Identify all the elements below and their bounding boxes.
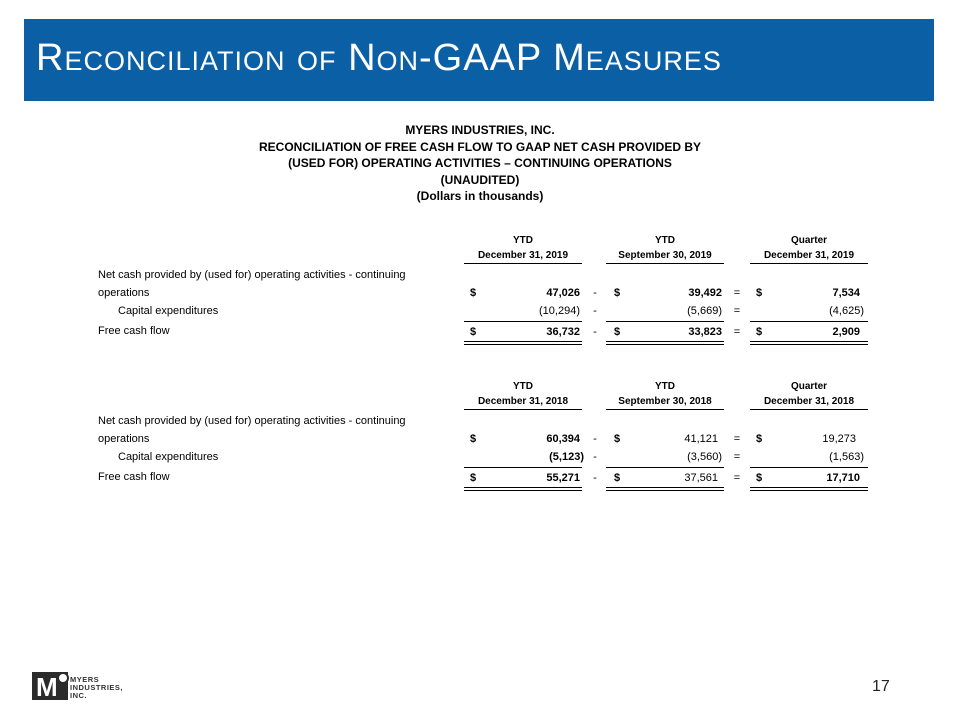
value-cell: 47,026 [546,287,580,299]
total-double-rule [606,487,724,491]
value-cell: 37,561 [684,472,718,484]
subtotal-rule [464,467,582,468]
value-cell: 39,492 [688,287,722,299]
column-header-bottom: December 31, 2018 [464,394,582,410]
dollar-sign: $ [470,472,477,484]
minus-operator: - [593,326,597,338]
value-cell: (10,294) [539,305,580,317]
row-label: operations [98,287,150,299]
dollar-sign: $ [470,287,477,299]
value-cell: 17,710 [826,472,860,484]
column-header-bottom: September 30, 2018 [606,394,724,410]
value-cell: 33,823 [688,326,722,338]
report-title-line-4: (Dollars in thousands) [416,189,544,203]
dollar-sign: $ [470,326,477,338]
column-header [750,233,868,264]
reconciliation-table-2018 [0,379,960,499]
subtotal-rule [750,321,868,322]
column-header-top: Quarter [790,235,828,246]
value-cell: 19,273 [822,433,856,445]
dollar-sign: $ [614,433,621,445]
value-cell: 7,534 [832,287,860,299]
subtotal-rule [606,467,724,468]
equals-operator: = [733,472,741,484]
logo-wordmark [70,676,123,700]
column-header [750,379,868,410]
value-cell: (3,560) [687,451,722,463]
slide-title: Reconciliation of Non-GAAP Measures [36,37,722,79]
column-header-top: Quarter [790,381,828,392]
dollar-sign: $ [756,326,763,338]
value-cell: 60,394 [546,433,580,445]
column-header [606,379,724,410]
subtotal-rule [750,467,868,468]
title-banner [24,19,934,101]
value-cell: (4,625) [829,305,864,317]
column-header-bottom: December 31, 2018 [750,394,868,410]
minus-operator: - [593,433,597,445]
value-cell: 2,909 [832,326,860,338]
minus-operator: - [593,451,597,463]
logo-mark: M [36,672,58,702]
column-header-bottom: December 31, 2019 [464,248,582,264]
value-cell: (5,123) [549,451,584,463]
total-double-rule [750,341,868,345]
dollar-sign: $ [756,433,763,445]
column-header-bottom: September 30, 2019 [606,248,724,264]
dollar-sign: $ [614,287,621,299]
column-header [464,379,582,410]
dollar-sign: $ [614,472,621,484]
subtotal-rule [464,321,582,322]
value-cell: 41,121 [684,433,718,445]
minus-operator: - [593,287,597,299]
total-double-rule [464,487,582,491]
equals-operator: = [733,287,741,299]
total-double-rule [464,341,582,345]
dollar-sign: $ [756,472,763,484]
row-label: Net cash provided by (used for) operating activities - continuing [98,269,406,281]
value-cell: (5,669) [687,305,722,317]
row-label: operations [98,433,150,445]
dollar-sign: $ [614,326,621,338]
report-title-line-1: RECONCILIATION OF FREE CASH FLOW TO GAAP NET CASH PROVIDED BY [258,139,702,154]
row-label: Free cash flow [98,471,170,483]
row-label: Free cash flow [98,325,170,337]
report-heading [180,122,780,205]
column-header-top: YTD [513,235,533,246]
column-header-top: YTD [513,381,533,392]
report-title-line-3: (UNAUDITED) [440,172,520,187]
equals-operator: = [733,326,741,338]
logo-line: INC. [70,691,87,700]
total-double-rule [606,341,724,345]
value-cell: 36,732 [546,326,580,338]
column-header-bottom: December 31, 2019 [750,248,868,264]
column-header-top: YTD [655,235,675,246]
row-label: Net cash provided by (used for) operating activities - continuing [98,415,406,427]
row-label: Capital expenditures [118,451,219,463]
equals-operator: = [733,433,741,445]
company-name: MYERS INDUSTRIES, INC. [405,123,555,137]
reconciliation-table-2019 [0,233,960,353]
page-number: 17 [872,678,890,695]
column-header-top: YTD [655,381,675,392]
value-cell: (1,563) [829,451,864,463]
logo-line: MYERS [70,675,100,684]
equals-operator: = [733,451,741,463]
dollar-sign: $ [470,433,477,445]
value-cell: 55,271 [546,472,580,484]
minus-operator: - [593,472,597,484]
subtotal-rule [606,321,724,322]
column-header [606,233,724,264]
equals-operator: = [733,305,741,317]
column-header [464,233,582,264]
dollar-sign: $ [756,287,763,299]
logo-line: INDUSTRIES, [70,683,124,692]
row-label: Capital expenditures [118,305,219,317]
report-title-line-2: (USED FOR) OPERATING ACTIVITIES – CONTINUING OPERATIONS [288,156,672,170]
total-double-rule [750,487,868,491]
minus-operator: - [593,305,597,317]
